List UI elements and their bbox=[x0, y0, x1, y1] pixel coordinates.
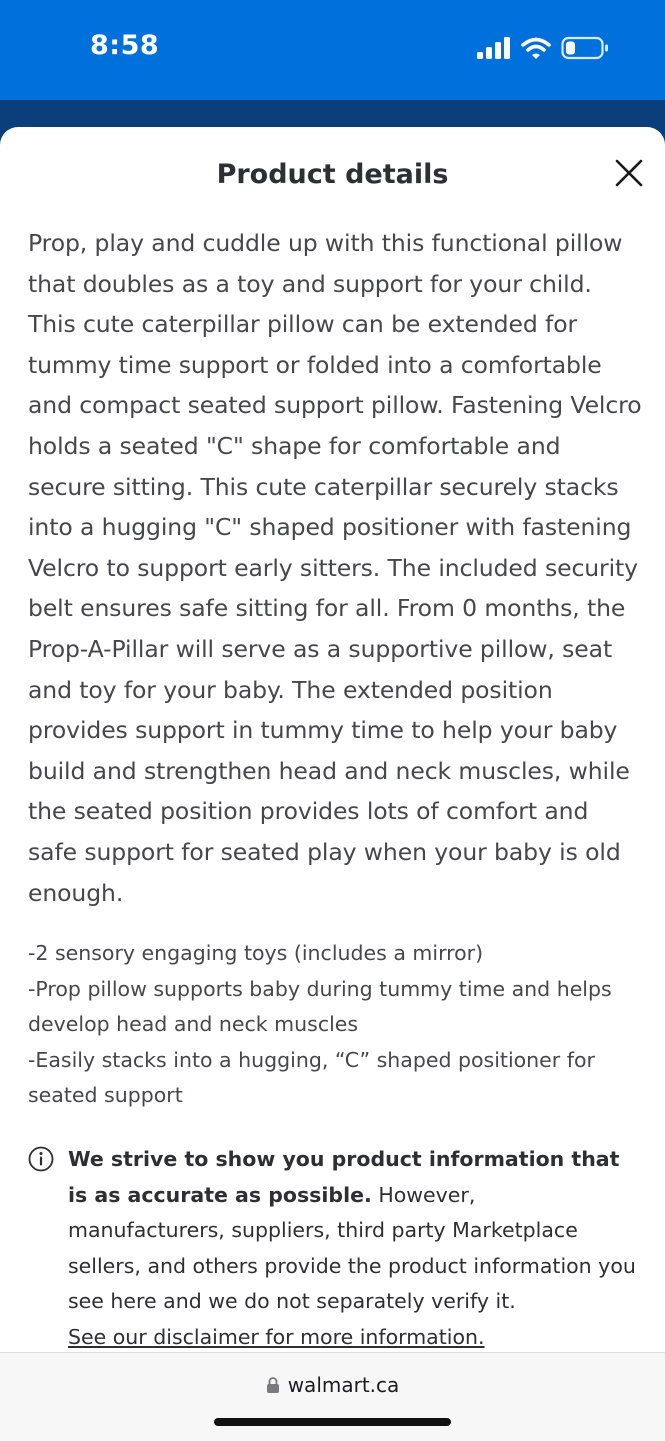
sheet-title: Product details bbox=[216, 159, 449, 190]
url-display[interactable] bbox=[0, 1373, 665, 1397]
disclaimer-body: However, manufacturers, suppliers, third party Marketplace sellers, and others provide the product information you see here and we do not separately verify it. bbox=[68, 1182, 636, 1313]
product-details-sheet bbox=[0, 127, 665, 1440]
disclaimer-link[interactable]: See our disclaimer for more information. bbox=[68, 1324, 485, 1349]
battery-icon bbox=[561, 36, 609, 64]
product-description: Prop, play and cuddle up with this functional pillow that doubles as a toy and support for your child. This cute caterpillar pillow can be extended for tummy time support or folded into a comfortable and compact seated support pillow. Fastening Velcro holds a seated "C" shape for comfortable and secure sitting. This cute caterpillar securely stacks into a hugging "C" shaped positioner with fastening Velcro to support early sitters. The included security belt ensures safe sitting for all. From 0 months, the Prop-A-Pillar will serve as a supportive pillow, seat and toy for your baby. The extended position provides support in tummy time to help your baby build and strengthen head and neck muscles, while the seated position provides lots of comfort and safe support for seated play when your baby is old enough. bbox=[28, 229, 642, 907]
lock-icon bbox=[266, 1376, 280, 1394]
disclaimer-text bbox=[68, 1142, 638, 1355]
disclaimer-bold: We strive to show you product information that is as accurate as possible. bbox=[68, 1147, 620, 1207]
status-icons bbox=[477, 36, 609, 64]
browser-url-bar[interactable] bbox=[0, 1352, 665, 1441]
feature-item: -Prop pillow supports baby during tummy time and helps develop head and neck muscles bbox=[28, 976, 612, 1036]
feature-item: -2 sensory engaging toys (includes a mirror) bbox=[28, 941, 484, 965]
signal-icon bbox=[477, 37, 511, 63]
info-icon bbox=[28, 1146, 54, 1172]
status-bar bbox=[0, 0, 665, 100]
status-time: 8:58 bbox=[90, 30, 160, 61]
wifi-icon bbox=[521, 37, 551, 63]
feature-list bbox=[28, 936, 628, 1114]
url-text: walmart.ca bbox=[287, 1373, 400, 1397]
close-icon bbox=[613, 157, 645, 189]
close-button[interactable] bbox=[613, 157, 645, 189]
feature-item: -Easily stacks into a hugging, “C” shaped positioner for seated support bbox=[28, 1047, 595, 1107]
home-indicator[interactable] bbox=[214, 1418, 451, 1426]
